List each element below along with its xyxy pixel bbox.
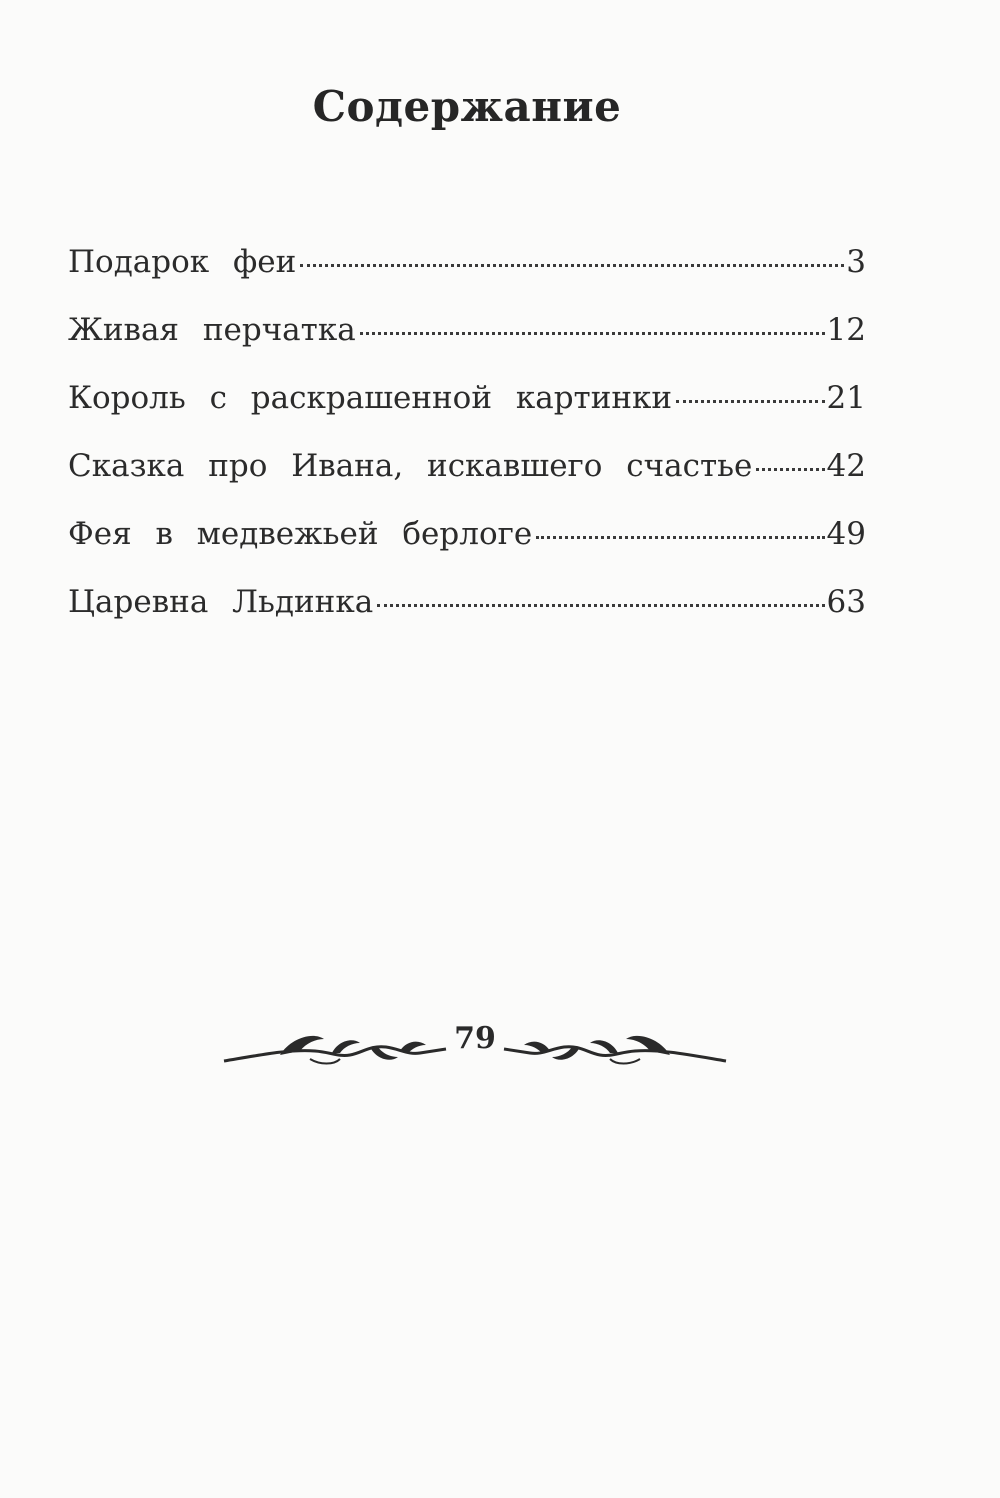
toc-entry-title: Живая перчатка	[68, 312, 356, 348]
toc-leader-dots	[360, 332, 825, 335]
page-title: Содержание	[312, 82, 622, 131]
toc-leader-dots	[536, 536, 824, 539]
page-footer	[220, 1015, 730, 1075]
toc-entry[interactable]	[68, 516, 866, 584]
toc-entry-page: 3	[846, 244, 866, 280]
toc-entry-page: 49	[826, 516, 866, 552]
toc-entry[interactable]	[68, 312, 866, 380]
toc-entry-title: Сказка про Ивана, искавшего счастье	[68, 448, 753, 484]
table-of-contents	[68, 244, 866, 652]
toc-leader-dots	[377, 604, 824, 607]
toc-entry-title: Король с раскрашенной картинки	[68, 380, 673, 416]
toc-entry[interactable]	[68, 380, 866, 448]
toc-entry-page: 12	[826, 312, 866, 348]
toc-entry[interactable]	[68, 244, 866, 312]
toc-entry-title: Царевна Льдинка	[68, 584, 374, 620]
toc-entry-title: Подарок феи	[68, 244, 297, 280]
toc-entry-title: Фея в медвежьей берлоге	[68, 516, 533, 552]
toc-leader-dots	[756, 468, 824, 471]
toc-entry-page: 21	[826, 380, 866, 416]
flourish-ornament-icon	[500, 1025, 730, 1069]
page-number: 79	[454, 1021, 496, 1056]
toc-entry[interactable]	[68, 584, 866, 652]
toc-leader-dots	[676, 400, 824, 403]
toc-entry-page: 63	[826, 584, 866, 620]
toc-entry[interactable]	[68, 448, 866, 516]
toc-leader-dots	[300, 264, 844, 267]
toc-entry-page: 42	[826, 448, 866, 484]
